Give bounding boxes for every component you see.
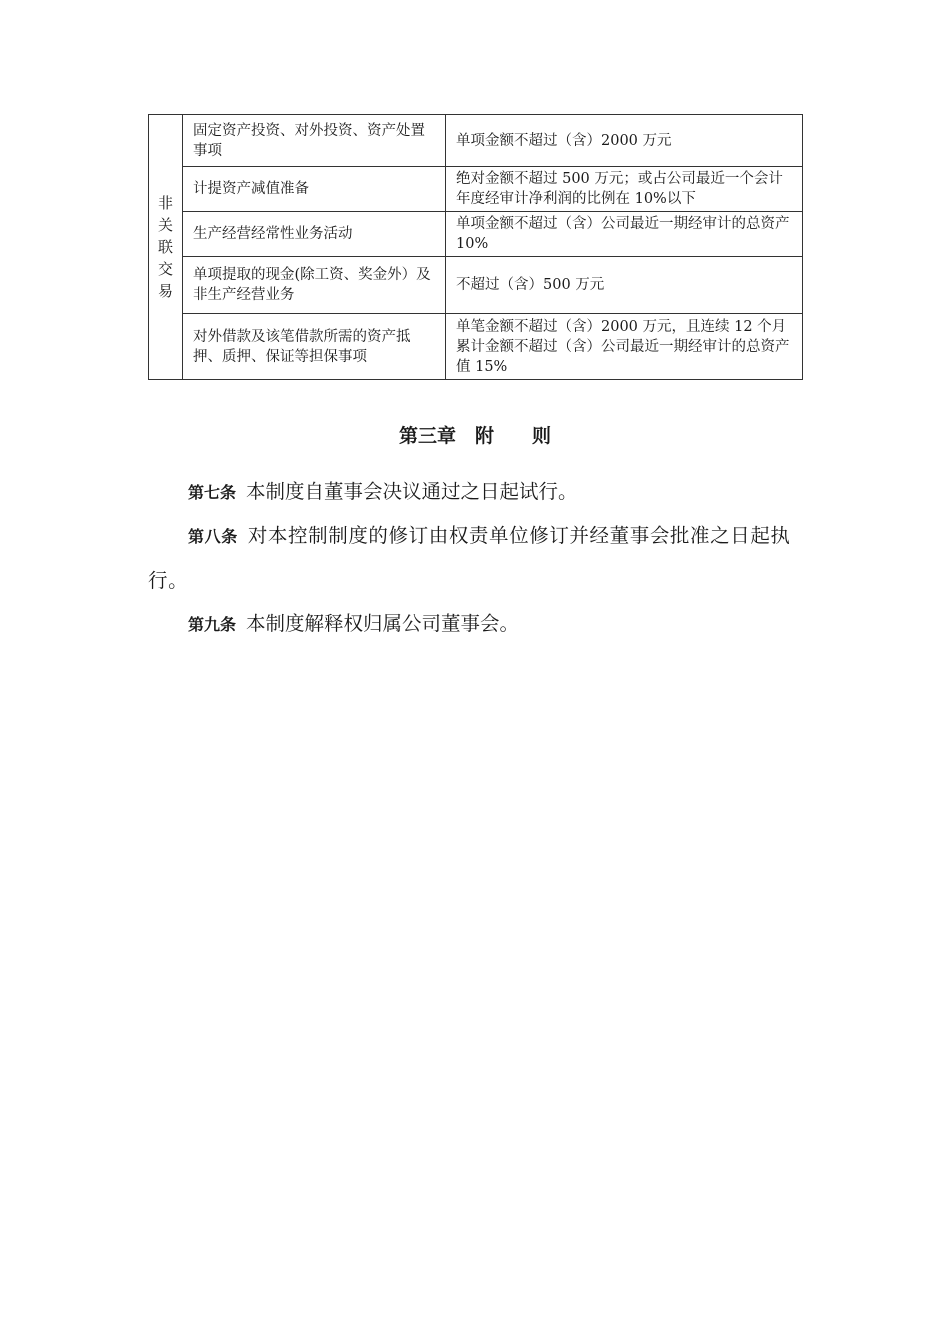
article-label: 第九条 — [188, 615, 237, 634]
table-row — [149, 314, 803, 380]
article-8 — [148, 514, 808, 603]
article-text: 本制度解释权归属公司董事会。 — [246, 612, 520, 635]
limit-cell: 单项金额不超过（含）公司最近一期经审计的总资产 10% — [446, 212, 803, 257]
table-row — [149, 167, 803, 212]
article-label: 第八条 — [188, 527, 238, 546]
item-cell: 单项提取的现金(除工资、奖金外）及非生产经营业务 — [183, 257, 446, 314]
category-cell — [149, 115, 183, 380]
article-text: 对本控制制度的修订由权责单位修订并经董事会批准之日起执行。 — [148, 524, 791, 592]
table-row — [149, 115, 803, 167]
article-7 — [148, 470, 808, 515]
authority-table — [148, 114, 803, 380]
limit-cell: 单笔金额不超过（含）2000 万元，且连续 12 个月累计金额不超过（含）公司最近一期经审计的总资产值 15% — [446, 314, 803, 380]
limit-cell: 绝对金额不超过 500 万元；或占公司最近一个会计年度经审计净利润的比例在 10%以下 — [446, 167, 803, 212]
table-row — [149, 257, 803, 314]
article-9 — [148, 602, 808, 647]
item-cell: 生产经营经常性业务活动 — [183, 212, 446, 257]
limit-cell: 不超过（含）500 万元 — [446, 257, 803, 314]
limit-cell: 单项金额不超过（含）2000 万元 — [446, 115, 803, 167]
item-cell: 固定资产投资、对外投资、资产处置事项 — [183, 115, 446, 167]
item-cell: 计提资产减值准备 — [183, 167, 446, 212]
chapter-title: 第三章 附 则 — [398, 425, 551, 447]
item-cell: 对外借款及该笔借款所需的资产抵押、质押、保证等担保事项 — [183, 314, 446, 380]
table-row — [149, 212, 803, 257]
article-text: 本制度自董事会决议通过之日起试行。 — [246, 480, 578, 503]
category-label: 非关联交易 — [157, 194, 173, 300]
article-label: 第七条 — [188, 483, 237, 502]
